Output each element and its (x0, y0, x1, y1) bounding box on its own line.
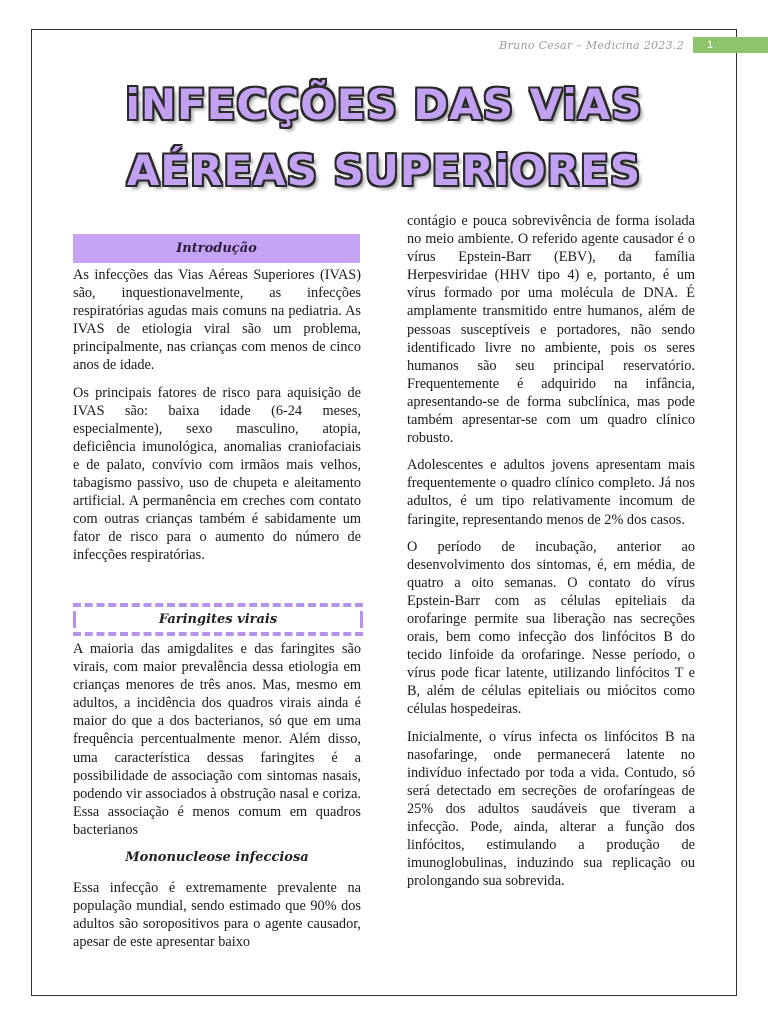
right-paragraph-3: O período de incubação, anterior ao desenvolvimento dos sintomas, é, em média, de quatro a oito semanas. O contato do vírus Epstein-Barr com as células epiteliais da orofaringe permite sua liberação nas secreções orais, bem como infecção dos linfócitos B do tecido linfoide da orofaringe. Nesse período, o vírus pode ficar latente, utilizando linfócitos T e B, além de células epiteliais ou miócitos como células hospedeiras. (407, 538, 695, 718)
mononucleose-body (73, 879, 361, 960)
intro-paragraph-1: As infecções das Vias Aéreas Superiores (IVAS) são, inquestionavelmente, as infecções respiratórias agudas mais comuns na pediatria. As IVAS de etiologia viral são um problema, principalmente, nas crianças com menos de cinco anos de idade. (73, 267, 361, 374)
section-heading-faringites (73, 603, 363, 636)
right-paragraph-4: Inicialmente, o vírus infecta os linfócitos B na nasofaringe, onde permanecerá latente no indivíduo infectado por toda a vida. Contudo, só será detectado em secreções de orofaríngeas de 25% dos adultos saudáveis que tiveram a infecção. Pode, ainda, alterar a função dos linfócitos, estimulando a produção de imunoglobulinas, induzindo sua replicação ou prolongando sua sobrevida. (407, 728, 695, 890)
right-paragraph-1: contágio e pouca sobrevivência de forma isolada no meio ambiente. O referido agente causador é o vírus Epstein-Barr (EBV), da família Herpesviridae (HHV tipo 4) e, portanto, é um vírus formado por uma molécula de DNA. É amplamente transmitido entre humanos, além de pessoas susceptíveis e portadores, não sendo identificado livre no ambiente, pois os seres humanos são seu principal reservatório. Frequentemente é adquirido na infância, apresentando-se de forma subclínica, mas pode também apresentar-se com um quadro clínico robusto. (407, 213, 695, 447)
section-heading-mononucleose: Mononucleose infecciosa (125, 850, 309, 865)
intro-paragraph-2: Os principais fatores de risco para aquisição de IVAS são: baixa idade (6-24 meses, especialmente), sexo masculino, atopia, deficiência imunológica, anomalias craniofaciais e de palato, convívio com irmãos mais velhos, tabagismo passivo, uso de chupeta e aleitamento artificial. A permanência em creches com contato com outras crianças também é sabidamente um fator de risco para o aumento do número de infecções respiratórias. (73, 384, 361, 564)
document-title-line-2: AÉREAS SUPERiORES (126, 146, 642, 195)
page-number: 1 (693, 37, 768, 53)
right-paragraph-2: Adolescentes e adultos jovens apresentam mais frequentemente o quadro clínico completo. Já nos adultos, é um tipo relativamente incomum de faringite, representando menos de 2% dos casos. (407, 457, 695, 528)
faringites-heading-label: Faringites virais (158, 612, 278, 627)
left-column (73, 266, 361, 574)
right-column (407, 212, 695, 899)
document-title-line-1: iNFECÇÕES DAS ViAS (125, 80, 643, 129)
faringites-paragraph-1: A maioria das amigdalites e das faringites são virais, com maior prevalência dessa etiologia em crianças menores de três anos. Mas, mesmo em adultos, a incidência dos quadros virais ainda é maior do que a dos bacterianos, só que em uma frequência percentualmente menor. Além disso, uma característica dessas faringites é a possibilidade de associação com sintomas nasais, podendo vir associados à obstrução nasal e coriza. Essa associação é menos comum em quadros bacterianos (73, 641, 361, 838)
header-author: Bruno Cesar – Medicina 2023.2 (499, 39, 684, 52)
section-heading-intro: Introdução (73, 234, 360, 263)
faringites-body (73, 640, 361, 848)
mononucleose-paragraph-1: Essa infecção é extremamente prevalente na população mundial, sendo estimado que 90% dos adultos são soropositivos para o agente causador, apesar de este apresentar baixo (73, 880, 361, 951)
